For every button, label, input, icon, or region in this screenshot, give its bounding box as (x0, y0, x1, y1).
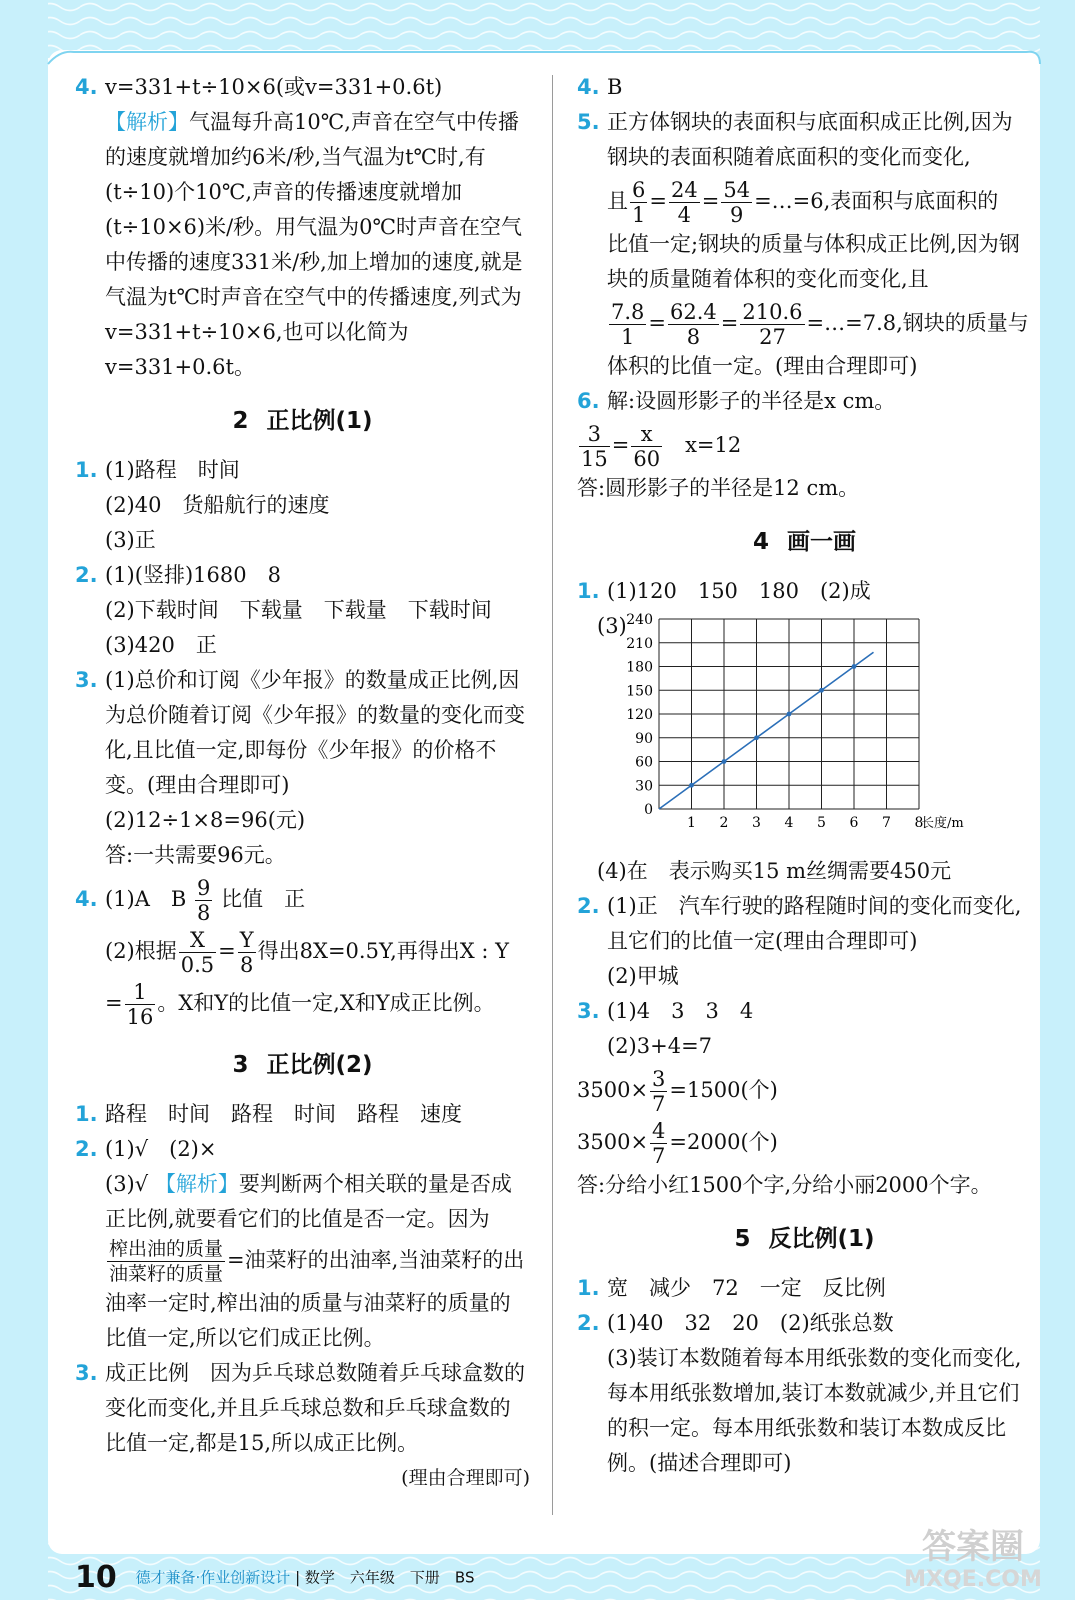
answer-4b (75, 873, 530, 1029)
answer-line: 答:圆形影子的半径是12 cm。 (577, 476, 860, 500)
item-number: 5. (577, 110, 600, 134)
answer-text: 成正比例 因为乒乓球总数随着乒乓球盒数的变化而变化,并且乒乓球总数和乒乓球盒数的比值一定,都是15,所以成正比例。 (105, 1361, 525, 1455)
watermark-line2: MXQE.COM (904, 1567, 1042, 1592)
x-tick-label: 3 (752, 815, 761, 831)
analysis-tag: 【解析】 (105, 110, 189, 134)
y-tick-label: 30 (635, 778, 653, 795)
y-tick-label: 210 (626, 635, 653, 652)
fraction: $\frac{210.6}{27}$ (742, 300, 803, 349)
answer-line: (1)120 150 180 (2)成 (607, 579, 871, 603)
section-heading: 4 画一画 (752, 529, 856, 555)
section-heading: 2 正比例(1) (232, 408, 373, 434)
y-tick-label: 120 (626, 707, 653, 723)
equation-line: 3500× $\frac{3}{7}$ =1500(个) (577, 1067, 778, 1116)
answer-1 (577, 1271, 1032, 1306)
answer-4 (577, 70, 1032, 105)
analysis-text: 气温每升高10℃,声音在空气中传播的速度就增加约6米/秒,当气温为t℃时,有(t÷10)个10℃,声音的传播速度就增加(t÷10×6)米/秒。用气温为0℃时声音在空气中传播的速度331米/秒,加上增加的速度,就是气温为t℃时声音在空气中的传播速度,列式为v=331+t÷10×6,也可以化简为v=331+0.6t。 (105, 110, 523, 379)
answer-line: $\frac{7.8}{1}$ = $\frac{62.4}{8}$ = $\frac{210.6}{27}$ =…=7.8,钢块的质量与 (611, 300, 1029, 349)
answer-expression: v=331+t÷10×6(或v=331+0.6t) (105, 75, 443, 99)
answer-2 (75, 1132, 530, 1356)
data-point (852, 664, 857, 669)
item-number: 1. (75, 1102, 98, 1126)
answer-6 (577, 384, 1032, 419)
answer-line: (1)√ (2)× (105, 1137, 217, 1161)
note: (理由合理即可) (401, 1467, 530, 1489)
data-point (754, 735, 759, 740)
answer-3 (75, 663, 530, 873)
watermark-line1: 答案圈 (922, 1527, 1024, 1567)
line-chart (577, 609, 1032, 854)
answer-line: (1)4 3 3 4 (607, 999, 754, 1023)
y-tick-label: 0 (644, 802, 653, 818)
answer-line: (1)路程 时间 (105, 458, 240, 482)
fraction: 榨出油的质量 油菜籽的质量 (109, 1238, 224, 1285)
chart-block (577, 609, 1032, 854)
x-tick-label: 7 (882, 815, 891, 831)
item-number: 2. (75, 563, 98, 587)
answer-2 (577, 1306, 1032, 1481)
x-tick-label: 8 (914, 815, 924, 831)
x-tick-label: 2 (719, 815, 729, 831)
y-tick-label: 90 (635, 730, 653, 747)
x-tick-label: 1 (687, 815, 696, 831)
item-number: 4. (75, 75, 98, 99)
item-number: 6. (577, 389, 600, 413)
fraction: $\frac{X}{0.5}$ (180, 928, 215, 977)
data-point (689, 783, 694, 788)
answer-1 (577, 574, 1032, 609)
fraction: $\frac{24}{4}$ (670, 178, 698, 227)
answer-line: (2)3+4=7 (607, 1034, 713, 1058)
answer-1 (75, 453, 530, 558)
answer-3 (75, 1356, 530, 1496)
answer-line: (3)420 正 (105, 633, 217, 657)
analysis (105, 105, 530, 385)
answer-line: 体积的比值一定。(理由合理即可) (607, 354, 918, 378)
x-tick-label: 6 (849, 815, 859, 831)
item-number: 2. (577, 894, 600, 918)
equation-line: $\frac{3}{15}$ = $\frac{x}{60}$ x=12 (581, 422, 742, 471)
item-number: 1. (577, 579, 600, 603)
answer-line: B (607, 75, 623, 99)
equation-line: 3500× $\frac{4}{7}$ =2000(个) (577, 1119, 778, 1168)
y-axis-label (641, 609, 684, 611)
item-number: 4. (577, 75, 600, 99)
answer-line: (2)12÷1×8=96(元) (105, 808, 306, 832)
item-number: 3. (75, 1361, 98, 1385)
fraction: $\frac{62.4}{8}$ (670, 300, 717, 349)
y-tick-label: 240 (626, 612, 653, 628)
item-number: 2. (75, 1137, 98, 1161)
watermark-logo (885, 1520, 1060, 1592)
fraction: $\frac{7.8}{1}$ (611, 300, 645, 349)
answer-text: 正方体钢块的表面积与底面积成正比例,因为钢块的表面积随着底面积的变化而变化, (607, 110, 1013, 169)
book-title: 德才兼备·作业创新设计 (135, 1568, 291, 1587)
answer-line: 路程 时间 路程 时间 路程 速度 (105, 1102, 462, 1126)
answer-line: (1)A B $\frac{9}{8}$ 比值 正 (105, 876, 306, 925)
item-number: 1. (75, 458, 98, 482)
fraction: $\frac{9}{8}$ (197, 876, 211, 925)
answer-3 (577, 994, 1032, 1064)
answer-line: 解:设圆形影子的半径是x cm。 (607, 389, 896, 413)
fraction: $\frac{4}{7}$ (652, 1119, 666, 1168)
answer-2 (75, 558, 530, 663)
fraction: $\frac{Y}{8}$ (239, 928, 254, 977)
answer-line: (3)正 (105, 528, 156, 552)
fraction: $\frac{54}{9}$ (723, 178, 751, 227)
answer-line: (1)(竖排)1680 8 (105, 563, 281, 587)
answer-text: (3)装订本数随着每本用纸张数的变化而变化,每本用纸张数增加,装订本数就减少,并且它们的积一定。每本用纸张数和装订本数成反比例。(描述合理即可) (607, 1346, 1022, 1475)
y-tick-label: 150 (626, 683, 653, 700)
item-number: 4. (75, 887, 98, 911)
answer-line: (4)在 表示购买15 m丝绸需要450元 (597, 859, 952, 883)
answer-line: (2)40 货船航行的速度 (105, 493, 330, 517)
left-column (75, 70, 530, 1496)
column-divider (552, 75, 553, 1515)
item-number: 3. (75, 668, 98, 692)
page-number: 10 (75, 1559, 117, 1595)
analysis-tag: 【解析】 (154, 1172, 239, 1196)
data-point (819, 688, 824, 693)
book-subtitle: | 数学 六年级 下册 BS (295, 1568, 475, 1587)
answer-line: 且 $\frac{6}{1}$ = $\frac{24}{4}$ = $\frac{54}{9}$ =…=6,表面积与底面积的 (607, 178, 999, 227)
fraction: $\frac{6}{1}$ (632, 178, 646, 227)
item-number: 3. (577, 999, 600, 1023)
section-heading: 3 正比例(2) (232, 1052, 373, 1078)
answer-line: 答:分给小红1500个字,分给小丽2000个字。 (577, 1173, 992, 1197)
answer-line: 答:一共需要96元。 (105, 843, 286, 867)
y-tick-label: 60 (635, 754, 653, 771)
fraction: $\frac{1}{16}$ (126, 980, 154, 1029)
data-point (787, 712, 792, 717)
page-footer (75, 1559, 475, 1595)
answer-line: (2)根据 $\frac{X}{0.5}$ = $\frac{Y}{8}$ 得出8X=0.5Y,再得出X : Y (105, 928, 510, 977)
answer-line: 宽 减少 72 一定 反比例 (607, 1276, 886, 1300)
answer-line: = $\frac{1}{16}$ 。X和Y的比值一定,X和Y成正比例。 (105, 980, 495, 1029)
answer-line: (3) (597, 614, 627, 638)
y-tick-label: 180 (626, 659, 653, 676)
fraction: $\frac{3}{7}$ (652, 1067, 666, 1116)
answer-4 (75, 70, 530, 385)
answer-1 (75, 1097, 530, 1132)
answer-line: (1)40 32 20 (2)纸张总数 (607, 1311, 894, 1335)
section-heading: 5 反比例(1) (734, 1226, 875, 1252)
answer-line: (2)甲城 (607, 964, 679, 988)
answer-line: (2)下载时间 下载量 下载量 下载时间 (105, 598, 492, 622)
answer-text: 比值一定;钢块的质量与体积成正比例,因为钢块的质量随着体积的变化而变化,且 (607, 232, 1020, 291)
data-point (722, 759, 727, 764)
x-tick-label: 5 (817, 815, 826, 831)
fraction: $\frac{x}{60}$ (633, 422, 661, 471)
answer-2 (577, 889, 1032, 994)
answer-5 (577, 105, 1032, 384)
x-axis-label: 长度/m (921, 816, 964, 831)
x-tick-label: 4 (784, 815, 794, 831)
right-column (577, 70, 1032, 1481)
fraction: $\frac{3}{15}$ (581, 422, 608, 471)
item-number: 2. (577, 1311, 600, 1335)
analysis: (3)√ 【解析】要判断两个相关联的量是否成正比例,就要看它们的比值是否一定。因为 榨出油的质量 油菜籽的质量 =油菜籽的出油率,当油菜籽的出油率一定时,榨出油的质量与油菜籽的质量的比值一定,所以它们成正比例。 (105, 1172, 525, 1350)
answer-text: (1)正 汽车行驶的路程随时间的变化而变化,且它们的比值一定(理由合理即可) (607, 894, 1022, 953)
answer-text: (1)总价和订阅《少年报》的数量成正比例,因为总价随着订阅《少年报》的数量的变化而变化,且比值一定,即每份《少年报》的价格不变。(理由合理即可) (105, 668, 525, 797)
item-number: 1. (577, 1276, 600, 1300)
